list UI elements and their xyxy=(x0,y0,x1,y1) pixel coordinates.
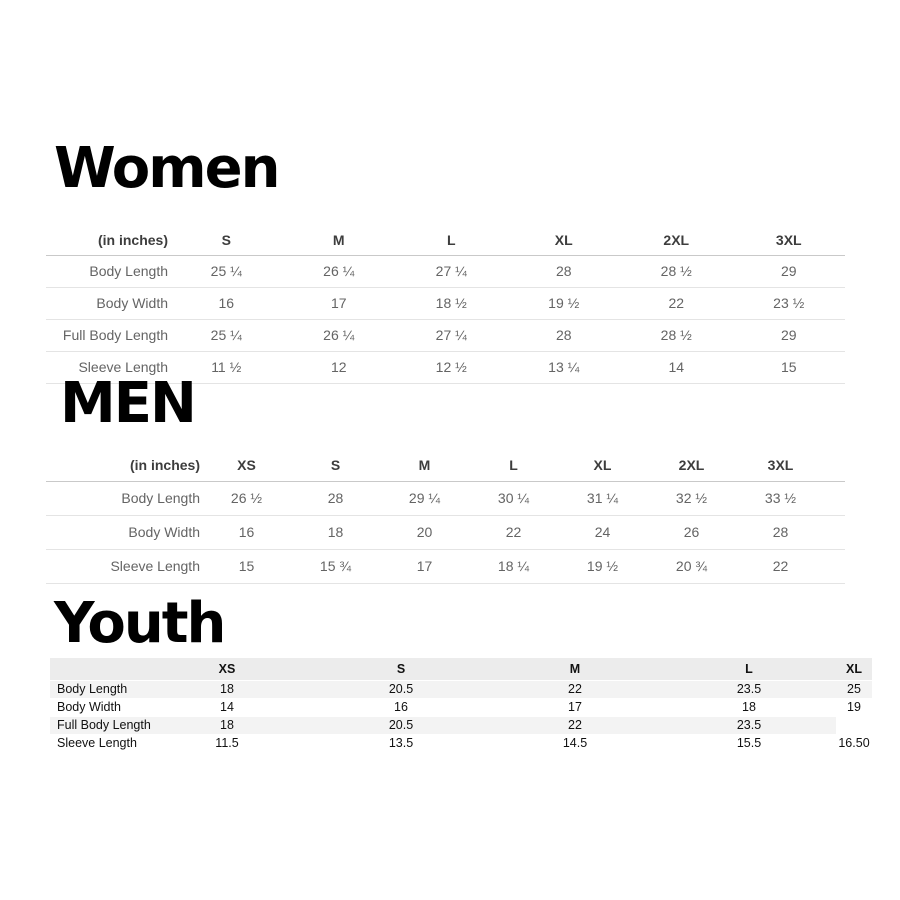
table-row xyxy=(46,481,845,515)
empty-header-cell xyxy=(50,658,140,680)
row-label: Full Body Length xyxy=(62,327,168,343)
header-row xyxy=(46,225,845,255)
row-label: Full Body Length xyxy=(57,718,151,732)
table-cell: 16 xyxy=(238,524,255,540)
table-cell: 22 xyxy=(568,718,582,732)
unit-label: (in inches) xyxy=(97,231,168,248)
column-header: XS xyxy=(218,661,236,676)
table-row xyxy=(46,319,845,351)
table-row xyxy=(46,287,845,319)
youth-size-table xyxy=(50,658,872,753)
table-cell: 31 ¼ xyxy=(586,490,619,506)
table-row xyxy=(50,716,872,734)
row-label: Sleeve Length xyxy=(110,558,200,574)
column-header: S xyxy=(396,661,406,676)
women-size-table xyxy=(46,225,845,384)
table-cell: 16.50 xyxy=(838,736,870,750)
men-section-title: MEN xyxy=(60,371,195,436)
table-cell: 26 xyxy=(683,524,700,540)
column-header: M xyxy=(332,231,345,248)
table-row xyxy=(50,734,872,752)
header-row xyxy=(50,658,872,680)
table-cell: 22 xyxy=(668,295,685,311)
table-cell: 22 xyxy=(772,558,789,574)
table-cell: 28 ½ xyxy=(660,263,692,279)
table-cell: 12 xyxy=(330,359,347,375)
table-cell: 25 ¼ xyxy=(210,263,242,279)
column-header: XL xyxy=(846,661,862,676)
table-cell: 17 xyxy=(330,295,347,311)
table-cell: 24 xyxy=(594,524,611,540)
row-label: Sleeve Length xyxy=(78,359,168,375)
table-cell: 23.5 xyxy=(736,682,762,696)
column-header: XL xyxy=(554,231,573,248)
table-cell: 19 xyxy=(847,700,861,714)
unit-label: (in inches) xyxy=(129,456,200,473)
table-cell: 23.5 xyxy=(736,718,762,732)
table-cell: 15 xyxy=(780,359,797,375)
table-cell: 16 xyxy=(394,700,408,714)
table-cell: 33 ½ xyxy=(764,490,797,506)
table-cell: 13 ¼ xyxy=(548,359,580,375)
table-cell: 28 xyxy=(555,327,572,343)
table-cell: 15.5 xyxy=(736,736,762,750)
table-cell: 26 ¼ xyxy=(323,327,355,343)
table-row xyxy=(46,549,845,583)
spacer-cell xyxy=(825,449,845,481)
table-cell: 29 xyxy=(780,263,797,279)
table-cell: 11 ½ xyxy=(211,359,242,375)
table-cell: 15 xyxy=(238,558,255,574)
table-cell: 13.5 xyxy=(388,736,414,750)
table-row xyxy=(46,255,845,287)
row-label: Body Length xyxy=(57,682,128,696)
table-cell: 28 xyxy=(327,490,344,506)
table-cell: 19 ½ xyxy=(586,558,619,574)
table-cell: 16 xyxy=(218,295,235,311)
table-cell: 20 ¾ xyxy=(675,558,708,574)
women-section-title: Women xyxy=(54,136,279,201)
table-cell: 30 ¼ xyxy=(497,490,530,506)
youth-section-title: Youth xyxy=(54,591,225,656)
table-cell: 32 ½ xyxy=(675,490,708,506)
table-cell: 14 xyxy=(668,359,685,375)
table-row xyxy=(50,680,872,698)
column-header: S xyxy=(221,231,231,248)
row-label: Body Length xyxy=(89,263,168,279)
row-label: Body Width xyxy=(128,524,200,540)
table-cell: 17 xyxy=(568,700,582,714)
spacer-cell xyxy=(825,515,845,549)
row-label: Body Length xyxy=(121,490,200,506)
column-header: XS xyxy=(237,456,256,473)
table-cell: 28 xyxy=(772,524,789,540)
table-cell: 20 xyxy=(416,524,433,540)
table-cell: 20.5 xyxy=(388,718,414,732)
table-cell: 20.5 xyxy=(388,682,414,696)
table-cell: 25 ¼ xyxy=(210,327,242,343)
column-header: L xyxy=(509,456,518,473)
table-cell: 18 xyxy=(220,718,234,732)
men-size-table xyxy=(46,449,845,584)
table-cell: 28 ½ xyxy=(660,327,692,343)
table-cell: 29 ¼ xyxy=(408,490,441,506)
table-cell: 23 ½ xyxy=(773,295,805,311)
column-header: S xyxy=(330,456,341,473)
table-cell: 18 ½ xyxy=(435,295,467,311)
column-header: 3XL xyxy=(767,456,794,473)
table-cell-empty xyxy=(836,716,872,734)
table-cell: 25 xyxy=(847,682,861,696)
table-cell: 26 ½ xyxy=(230,490,263,506)
column-header: 3XL xyxy=(775,231,802,248)
row-label: Body Width xyxy=(57,700,121,714)
table-cell: 29 xyxy=(780,327,797,343)
column-header: M xyxy=(569,661,581,676)
table-cell: 28 xyxy=(555,263,572,279)
table-cell: 17 xyxy=(416,558,433,574)
column-header: 2XL xyxy=(663,231,690,248)
spacer-cell xyxy=(825,549,845,583)
table-cell: 22 xyxy=(505,524,522,540)
table-cell: 27 ¼ xyxy=(435,327,467,343)
table-cell: 18 xyxy=(742,700,756,714)
table-cell: 18 xyxy=(220,682,234,696)
table-cell: 11.5 xyxy=(215,736,239,750)
column-header: L xyxy=(745,661,753,676)
column-header: L xyxy=(446,231,456,248)
header-row xyxy=(46,449,845,481)
spacer-cell xyxy=(825,481,845,515)
table-cell: 12 ½ xyxy=(435,359,467,375)
column-header: M xyxy=(418,456,431,473)
table-row xyxy=(50,698,872,716)
table-cell: 26 ¼ xyxy=(323,263,355,279)
column-header: XL xyxy=(593,456,612,473)
column-header: 2XL xyxy=(678,456,705,473)
table-cell: 18 ¼ xyxy=(497,558,530,574)
table-cell: 15 ¾ xyxy=(319,558,352,574)
row-label: Sleeve Length xyxy=(57,736,137,750)
table-cell: 19 ½ xyxy=(548,295,580,311)
row-label: Body Width xyxy=(96,295,168,311)
table-cell: 14 xyxy=(220,700,234,714)
table-row xyxy=(46,515,845,549)
table-cell: 27 ¼ xyxy=(435,263,467,279)
table-cell: 22 xyxy=(568,682,582,696)
table-cell: 18 xyxy=(327,524,344,540)
table-cell: 14.5 xyxy=(562,736,588,750)
